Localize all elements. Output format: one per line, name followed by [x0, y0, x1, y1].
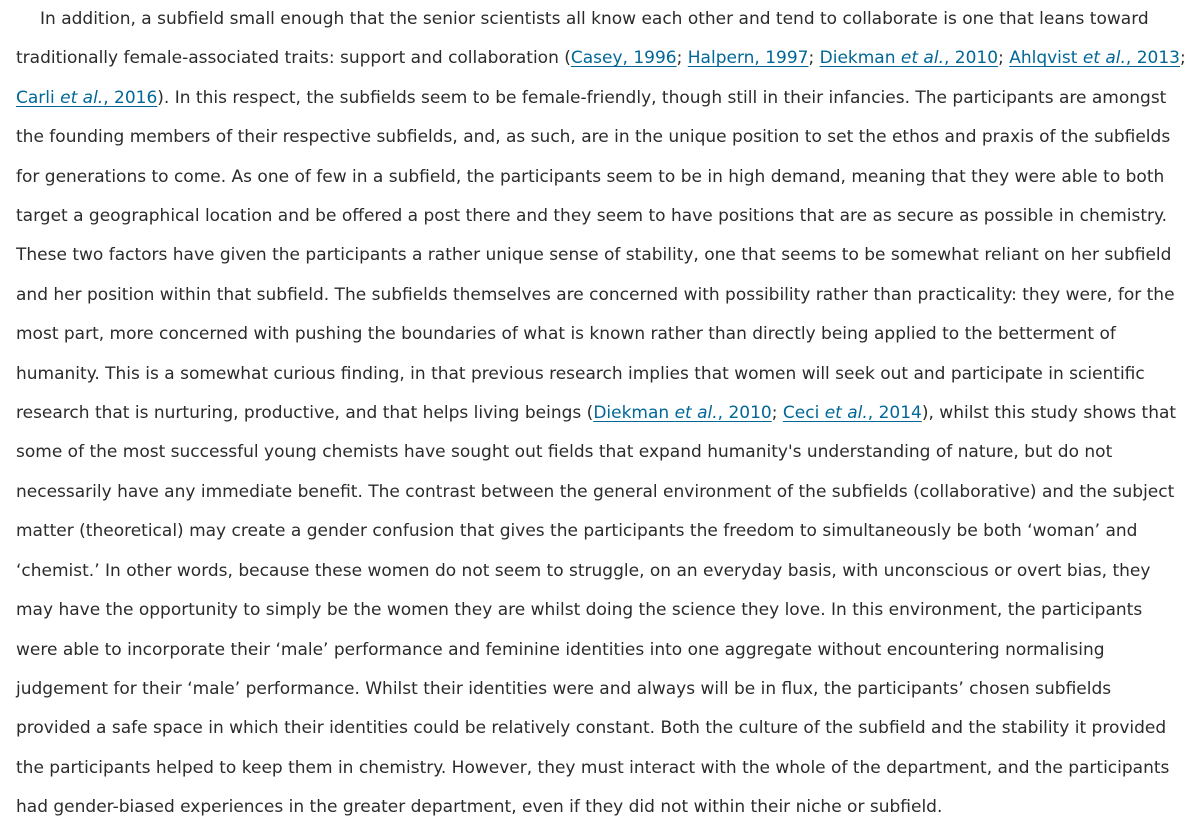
citation-separator: ;: [676, 48, 688, 69]
body-paragraph: [16, 0, 1188, 828]
citation-etal: et al.: [674, 403, 718, 424]
citation-year: , 2014: [867, 403, 922, 424]
citation-separator: ;: [998, 48, 1010, 69]
citation-author: Ceci: [782, 403, 825, 424]
citation-year: , 2010: [943, 48, 999, 69]
paragraph-text: ). In this respect, the subfields seem to be female-friendly, though still in their infancies. The participants are amongst the founding members of their respective subfields, and, as such, are in the unique position to set the ethos and praxis of the subfields for generations to come. As one of few in a subfield, the participants seem to be in high demand, meaning that they were able to both target a geographical location and be offered a post there and they seem to have positions that are as secure as possible in chemistry. These two factors have given the participants a rather unique sense of stability, one that seems to be somewhat reliant on her subfield and her position within that subfield. The subfields themselves are concerned with possibility rather than practicality: they were, for the most part, more concerned with pushing the boundaries of what is known rather than directly being applied to the betterment of humanity. This is a somewhat curious finding, in that previous research implies that women will seek out and participate in scientific research that is nurturing, productive, and that helps living beings (: [16, 87, 1175, 424]
citation-link-casey[interactable]: Casey, 1996: [570, 48, 677, 69]
citation-link-ahlqvist[interactable]: [1009, 48, 1180, 68]
citation-separator: ;: [808, 48, 820, 69]
citation-link-ceci[interactable]: [783, 403, 922, 423]
citation-link-diekman-2010[interactable]: [820, 48, 998, 68]
citation-year: , 2016: [103, 87, 158, 108]
citation-separator: ;: [771, 403, 783, 424]
citation-author: Carli: [16, 87, 61, 108]
citation-etal: et al.: [824, 403, 868, 424]
citation-author: Ahlqvist: [1009, 48, 1083, 69]
citation-author: Diekman: [819, 48, 901, 69]
citation-link-carli[interactable]: [16, 88, 157, 108]
citation-author: Diekman: [593, 403, 675, 424]
citation-link-halpern[interactable]: Halpern, 1997: [687, 48, 809, 69]
paragraph-text: In addition, a subfield small enough that the senior scientists all know each other and tend to collaborate is one that leans toward traditionally female-associated traits: support and collaboration (: [16, 9, 1149, 69]
citation-year: , 2010: [717, 403, 772, 424]
paragraph-text: ), whilst this study shows that some of the most successful young chemists have sought out fields that expand humanity's understanding of nature, but do not necessarily have any immediate benefit. The contrast between the general environment of the subfields (collaborative) and the subject matter (theoretical) may create a gender confusion that gives the participants the freedom to simultaneously be both ‘woman’ and ‘chemist.’ In other words, because these women do not seem to struggle, on an everyday basis, with unconscious or overt bias, they may have the opportunity to simply be the women they are whilst doing the science they love. In this environment, the participants were able to incorporate their ‘male’ performance and feminine identities into one aggregate without encountering normalising judgement for their ‘male’ performance. Whilst their identities were and always will be in flux, the participants’ chosen subfields provided a safe space in which their identities could be relatively constant. Both the culture of the subfield and the stability it provided the participants helped to keep them in chemistry. However, they must interact with the whole of the department, and the participants had gender-biased experiences in the greater department, even if they did not within their niche or subfield.: [16, 403, 1177, 818]
article-body: [16, 0, 1188, 828]
citation-etal: et al.: [60, 87, 104, 108]
citation-separator: ;: [1180, 48, 1186, 69]
citation-link-diekman-2010-second[interactable]: [593, 403, 771, 423]
citation-etal: et al.: [1082, 48, 1126, 69]
citation-year: , 2013: [1125, 48, 1180, 69]
citation-etal: et al.: [900, 48, 944, 69]
